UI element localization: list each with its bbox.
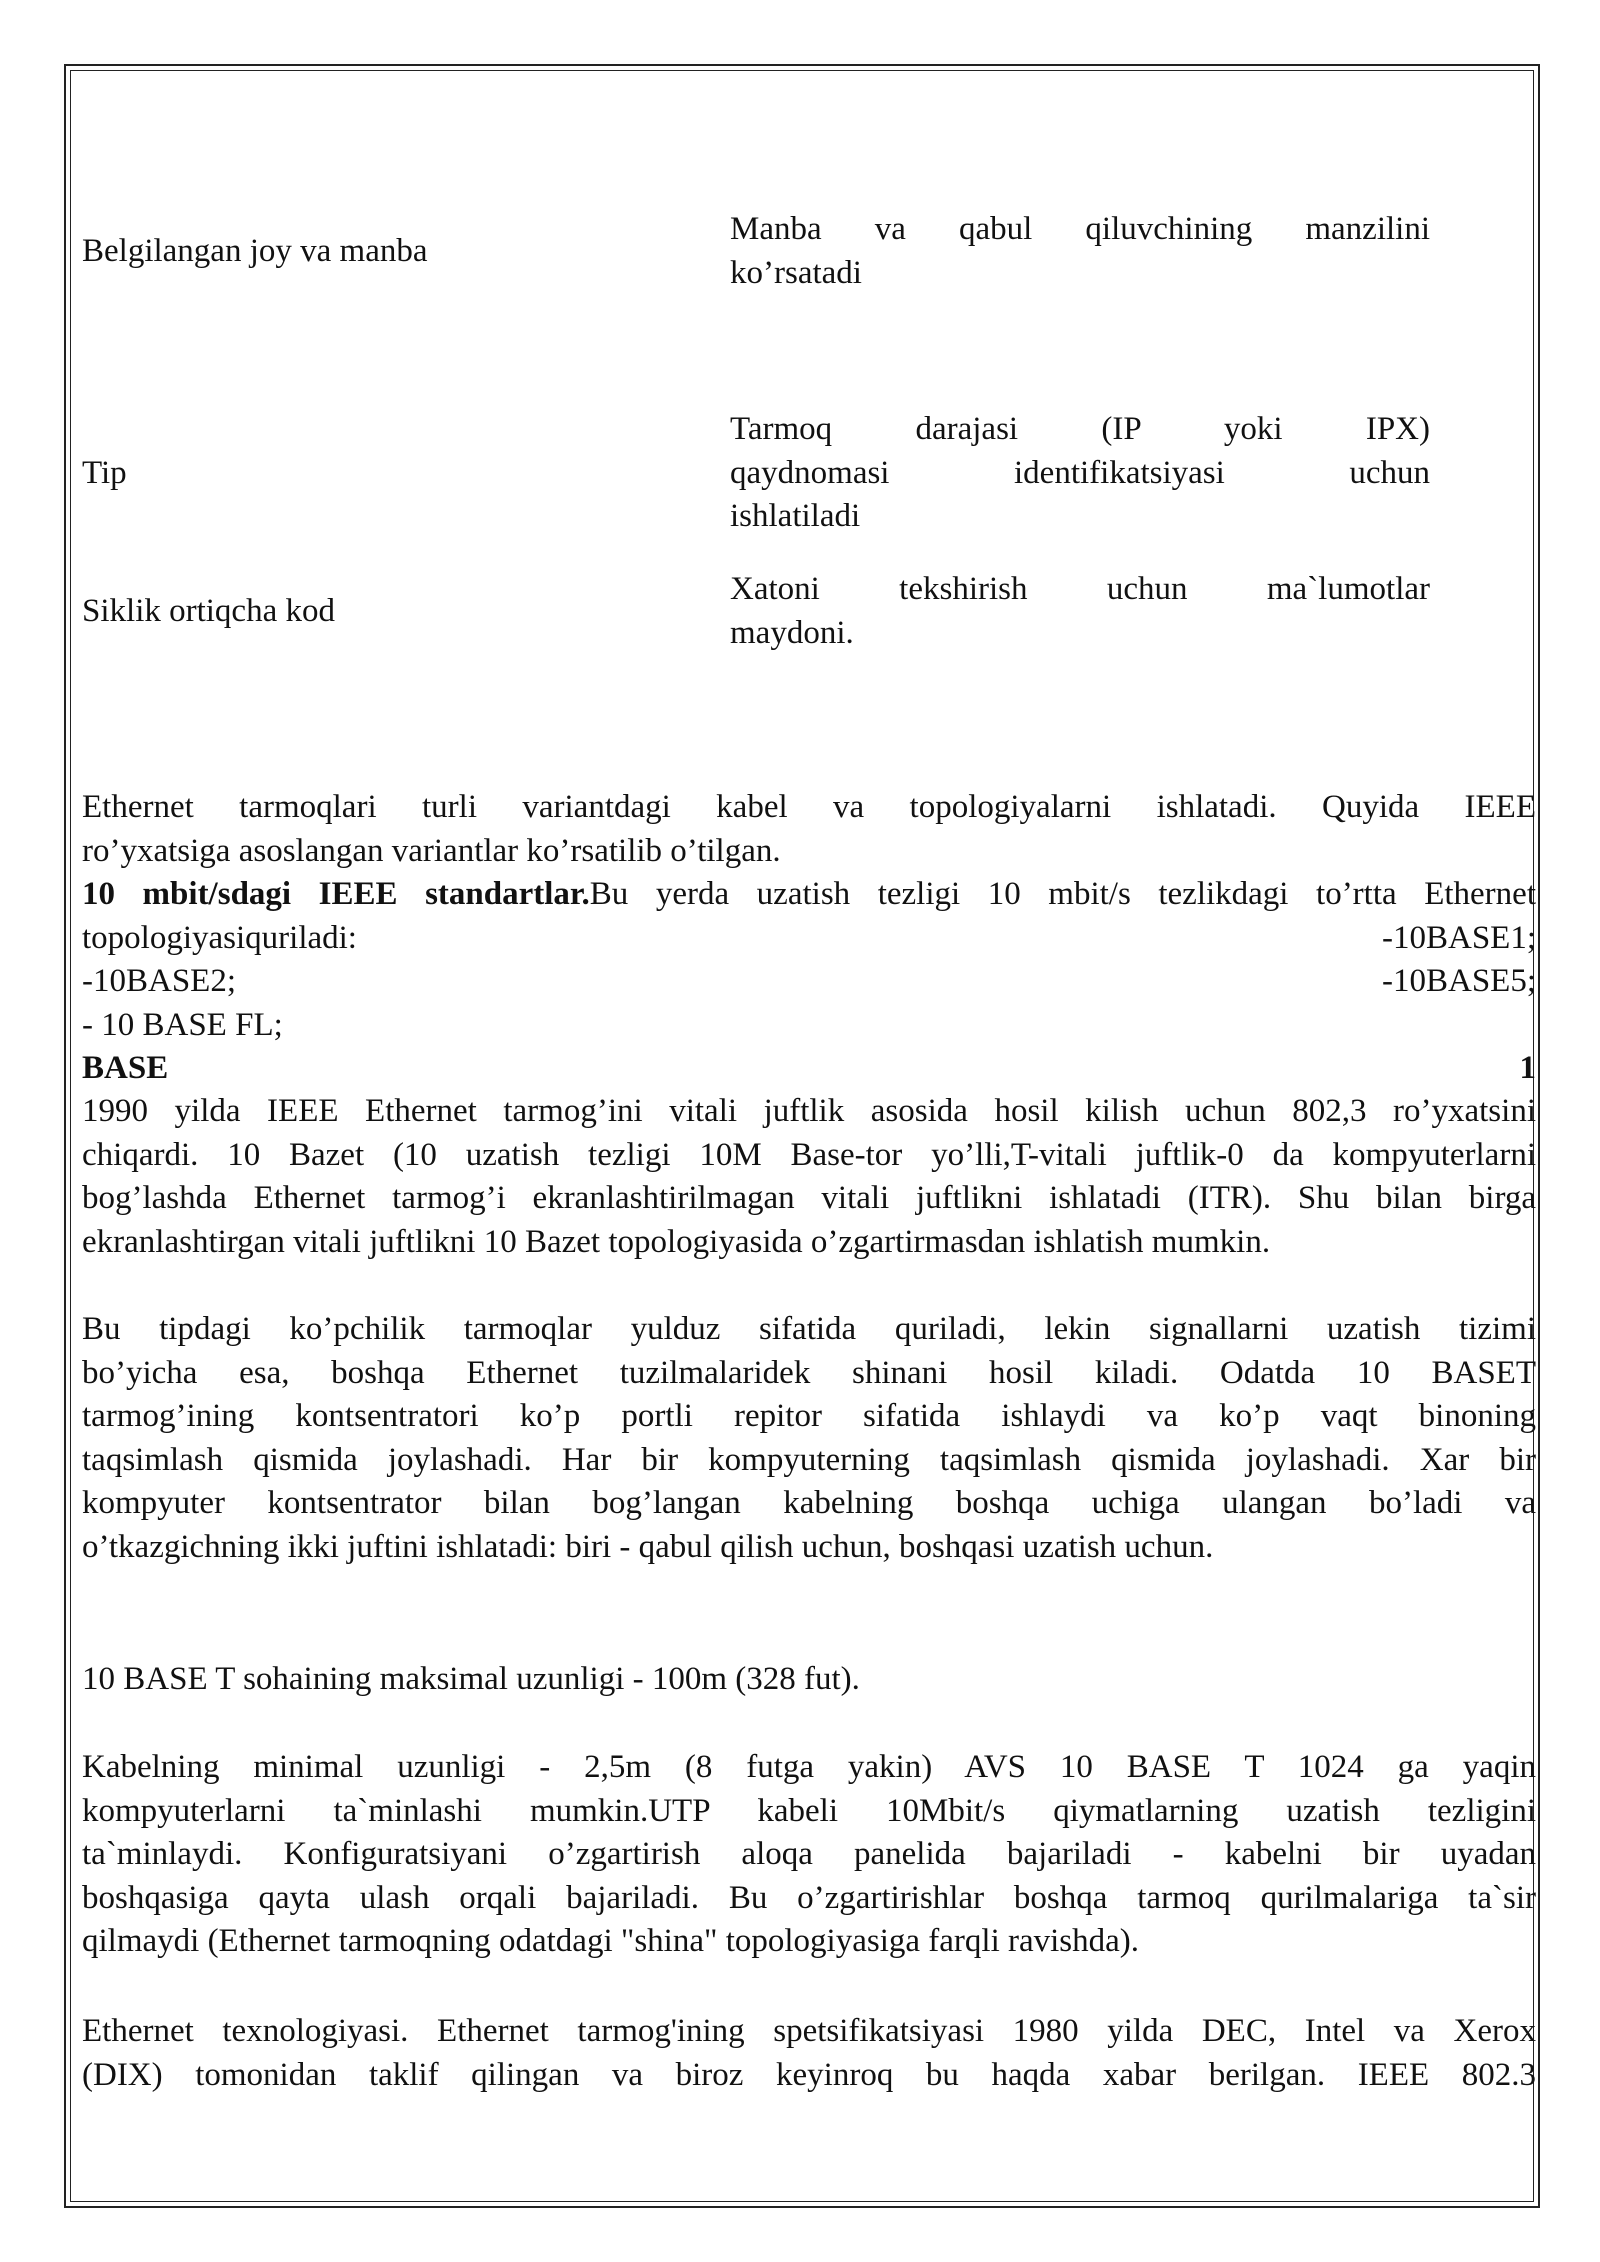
text-line: ekranlashtirgan vitali juftlikni 10 Bazet topologiyasida o’zgartirmasdan ishlatish mumkin. <box>82 1223 1271 1260</box>
text-line: 1990 yilda IEEE Ethernet tarmog’ini vitali juftlik asosida hosil kilish uchun 802,3 ro’yxatsini <box>82 1093 1536 1129</box>
text-line: Ethernet tarmoqlari turli variantdagi kabel va topologiyalarni ishlatadi. Quyida IEEE <box>82 789 1536 825</box>
text-line <box>82 960 1536 1004</box>
text-line: Manba va qabul qiluvchining manzilini <box>730 211 1430 247</box>
text-line: boshqasiga qayta ulash orqali bajariladi. Bu o’zgartirishlar boshqa tarmoq qurilmalariga ta`sir <box>82 1879 1536 1916</box>
text-run: Bu yerda uzatish tezligi 10 mbit/s tezlikdagi to’rtta Ethernet <box>589 876 1536 912</box>
table-cell-label: Belgilangan joy va manba <box>82 233 428 269</box>
paragraph-max-length <box>82 1658 1536 1702</box>
standard-item: -10BASE5; <box>1381 963 1536 999</box>
text-line: taqsimlash qismida joylashadi. Har bir kompyuterning taqsimlash qismida joylashadi. Xar bir <box>82 1441 1536 1478</box>
standard-item: -10BASE2; <box>82 963 237 999</box>
table-cell-description <box>730 208 1430 295</box>
text-line: Xatoni tekshirish uchun ma`lumotlar <box>730 571 1430 607</box>
text-line: 10 BASE T sohaining maksimal uzunligi - 100m (328 fut). <box>82 1661 860 1697</box>
text-line: o’tkazgichning ikki juftini ishlatadi: biri - qabul qilish uchun, boshqasi uzatish uchun. <box>82 1528 1214 1565</box>
text-line: Tarmoq darajasi (IP yoki IPX) <box>730 411 1430 447</box>
text-line: maydoni. <box>730 614 854 651</box>
text-line: (DIX) tomonidan taklif qilingan va biroz keyinroq bu haqda xabar berilgan. IEEE 802.3 <box>82 2056 1536 2093</box>
text-line: Kabelning minimal uzunligi - 2,5m (8 futga yakin) AVS 10 BASE T 1024 ga yaqin <box>82 1749 1536 1785</box>
text-line: bo’yicha esa, boshqa Ethernet tuzilmalaridek shinani hosil kiladi. Odatda 10 BASET <box>82 1354 1536 1391</box>
paragraph-star-topology <box>82 1308 1536 1569</box>
paragraph-ethernet-technology <box>82 2010 1536 2097</box>
text-line: chiqardi. 10 Bazet (10 uzatish tezligi 10M Base-tor yo’lli,T-vitali juftlik-0 da kompyuterlarni <box>82 1136 1536 1173</box>
text-line: ishlatiladi <box>730 498 861 534</box>
text-line: kompyuter kontsentrator bilan bog’langan kabelning boshqa uchiga ulangan bo’ladi va <box>82 1485 1536 1521</box>
text-line <box>82 873 1536 917</box>
paragraph-ieee-standards <box>82 873 1536 1091</box>
section-heading: 10 mbit/sdagi IEEE standartlar. <box>82 876 590 912</box>
text-line: kompyuterlarni ta`minlashi mumkin.UTP kabeli 10Mbit/s qiymatlarning uzatish tezligini <box>82 1792 1536 1829</box>
table-cell-description <box>730 408 1430 539</box>
text-line: qilmaydi (Ethernet tarmoqning odatdagi "shina" topologiyasiga farqli ravishda). <box>82 1923 1140 1959</box>
paragraph-10baset-history <box>82 1090 1536 1264</box>
table-cell-label: Siklik ortiqcha kod <box>82 593 335 629</box>
text-line: ko’rsatadi <box>730 254 862 291</box>
paragraph-cable-length <box>82 1746 1536 1964</box>
standard-item: - 10 BASE FL; <box>82 1006 283 1043</box>
text-line: ro’yxatsiga asoslangan variantlar ko’rsatilib o’tilgan. <box>82 832 781 869</box>
text-line <box>82 917 1536 961</box>
text-run: topologiyasiquriladi: <box>82 919 357 956</box>
text-line: ta`minlaydi. Konfiguratsiyani o’zgartirish aloqa panelida bajariladi - kabelni bir uyadan <box>82 1836 1536 1872</box>
paragraph-ethernet-variants <box>82 786 1536 873</box>
subheading: 1 <box>1519 1050 1536 1086</box>
table-cell-label: Tip <box>82 455 127 491</box>
text-line: qaydnomasi identifikatsiyasi uchun <box>730 454 1430 491</box>
standard-item: -10BASE1; <box>1381 919 1536 956</box>
text-line: Bu tipdagi ko’pchilik tarmoqlar yulduz sifatida quriladi, lekin signallarni uzatish tizimi <box>82 1311 1536 1347</box>
text-line: Ethernet texnologiyasi. Ethernet tarmog'ining spetsifikatsiyasi 1980 yilda DEC, Intel va Xerox <box>82 2013 1536 2049</box>
table-cell-description <box>730 568 1430 655</box>
text-line: bog’lashda Ethernet tarmog’i ekranlashtirilmagan vitali juftlikni ishlatadi (ITR). Shu bilan birga <box>82 1180 1536 1216</box>
text-line <box>82 1047 1536 1091</box>
subheading: BASE <box>82 1050 169 1086</box>
text-line: tarmog’ining kontsentratori ko’p portli repitor sifatida ishlaydi va ko’p vaqt binoning <box>82 1398 1536 1434</box>
